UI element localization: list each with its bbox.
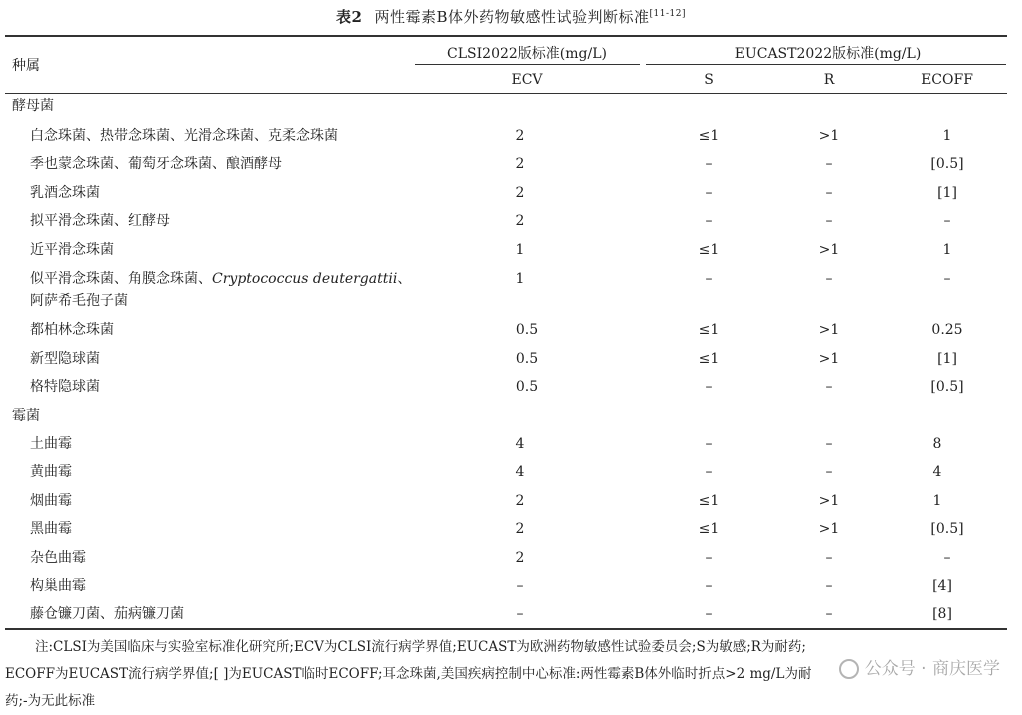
row-s: ≤1: [698, 128, 720, 144]
eucast-group-underline: [646, 64, 1006, 65]
row-r: –: [825, 606, 833, 622]
row-ecv: 2: [515, 213, 525, 229]
row-name: 新型隐球菌: [30, 351, 100, 367]
row-r: –: [825, 578, 833, 594]
row-name: 白念珠菌、热带念珠菌、光滑念珠菌、克柔念珠菌: [30, 128, 338, 144]
row-ecoff: –: [943, 213, 951, 229]
row-s: ≤1: [698, 322, 720, 338]
row-r: –: [825, 379, 833, 395]
header-s: S: [704, 72, 714, 88]
title-reference: [11-12]: [649, 9, 686, 19]
row-name: 季也蒙念珠菌、葡萄牙念珠菌、酿酒酵母: [30, 156, 282, 172]
row-ecv: –: [516, 578, 524, 594]
row-name: 近平滑念珠菌: [30, 242, 114, 258]
row-ecv: 4: [515, 436, 525, 452]
row-ecoff: [0.5]: [930, 521, 964, 537]
category-mold: 霉菌: [12, 408, 40, 424]
row-name: 拟平滑念珠菌、红酵母: [30, 213, 170, 229]
row-ecoff: 0.25: [931, 322, 963, 338]
row-name-italic: Cryptococcus deutergattii: [212, 271, 398, 287]
row-ecoff: –: [943, 271, 951, 287]
row-name: 格特隐球菌: [30, 379, 100, 395]
row-name-part: 、: [397, 271, 412, 287]
row-ecv: 2: [515, 185, 525, 201]
row-ecoff: –: [943, 550, 951, 566]
row-r: –: [825, 436, 833, 452]
row-name: 构巢曲霉: [30, 578, 86, 594]
row-ecoff: [0.5]: [930, 156, 964, 172]
row-ecv: –: [516, 606, 524, 622]
header-bottom-rule: [5, 93, 1007, 94]
row-r: –: [825, 185, 833, 201]
row-ecoff: [8]: [932, 606, 952, 622]
table-note-line2: ECOFF为EUCAST流行病学界值;[ ]为EUCAST临时ECOFF;耳念珠菌,美国疾病控制中心标准:两性霉素B体外临时折点>2 mg/L为耐: [5, 666, 812, 682]
row-ecv: 4: [515, 464, 525, 480]
row-r: >1: [818, 521, 840, 537]
row-ecoff: 8: [932, 436, 942, 452]
row-name: 杂色曲霉: [30, 550, 86, 566]
row-s: –: [705, 578, 713, 594]
row-ecv: 2: [515, 493, 525, 509]
row-name: 乳酒念珠菌: [30, 185, 100, 201]
row-r: –: [825, 156, 833, 172]
row-name-part: 似平滑念珠菌、角膜念珠菌、: [30, 271, 212, 287]
row-r: >1: [818, 493, 840, 509]
row-ecv: 2: [515, 156, 525, 172]
row-ecv: 1: [515, 242, 525, 258]
table-title: [0, 6, 1022, 27]
row-name: [30, 270, 411, 288]
watermark-text: 公众号 · 商庆医学: [864, 659, 1000, 679]
row-s: ≤1: [698, 351, 720, 367]
row-ecoff: [1]: [937, 351, 957, 367]
row-s: –: [705, 271, 713, 287]
row-ecoff: 1: [942, 128, 952, 144]
table-note-line1: 注:CLSI为美国临床与实验室标准化研究所;ECV为CLSI流行病学界值;EUCAST为欧洲药物敏感性试验委员会;S为敏感;R为耐药;: [35, 639, 806, 655]
row-ecv: 0.5: [515, 351, 539, 367]
row-name: 都柏林念珠菌: [30, 322, 114, 338]
row-ecv: 0.5: [515, 322, 539, 338]
table-number: 表2: [336, 8, 363, 26]
bottom-rule: [5, 628, 1007, 630]
row-s: –: [705, 379, 713, 395]
row-name: 藤仓镰刀菌、茄病镰刀菌: [30, 606, 184, 622]
row-name: 烟曲霉: [30, 493, 72, 509]
header-ecoff: ECOFF: [921, 72, 973, 88]
header-clsi-group: CLSI2022版标准(mg/L): [447, 46, 607, 62]
row-ecv: 1: [515, 271, 525, 287]
row-r: –: [825, 213, 833, 229]
row-r: –: [825, 550, 833, 566]
row-ecoff: 1: [942, 242, 952, 258]
row-name-line2: 阿萨希毛孢子菌: [30, 293, 128, 309]
top-rule: [5, 35, 1007, 37]
wechat-icon: [839, 659, 859, 679]
row-s: –: [705, 550, 713, 566]
row-s: ≤1: [698, 242, 720, 258]
header-ecv: ECV: [511, 72, 543, 88]
row-r: >1: [818, 322, 840, 338]
row-ecoff: 1: [932, 493, 942, 509]
row-name: 黑曲霉: [30, 521, 72, 537]
row-s: ≤1: [698, 493, 720, 509]
row-ecv: 2: [515, 521, 525, 537]
row-ecoff: [1]: [937, 185, 957, 201]
row-name: 黄曲霉: [30, 464, 72, 480]
row-s: –: [705, 606, 713, 622]
row-ecv: 0.5: [515, 379, 539, 395]
row-s: ≤1: [698, 521, 720, 537]
row-r: –: [825, 271, 833, 287]
header-r: R: [823, 72, 835, 88]
row-r: >1: [818, 351, 840, 367]
row-ecv: 2: [515, 128, 525, 144]
watermark: [839, 654, 1000, 679]
table-title-text: 两性霉素B体外药物敏感性试验判断标准: [374, 8, 650, 26]
row-s: –: [705, 213, 713, 229]
row-s: –: [705, 185, 713, 201]
row-name: 土曲霉: [30, 436, 72, 452]
row-ecoff: [0.5]: [930, 379, 964, 395]
row-s: –: [705, 464, 713, 480]
row-r: >1: [818, 242, 840, 258]
row-ecoff: 4: [932, 464, 942, 480]
header-genus: 种属: [12, 58, 40, 74]
clsi-group-underline: [415, 64, 640, 65]
row-ecoff: [4]: [932, 578, 952, 594]
category-yeast: 酵母菌: [12, 98, 54, 114]
row-ecv: 2: [515, 550, 525, 566]
row-r: >1: [818, 128, 840, 144]
header-eucast-group: EUCAST2022版标准(mg/L): [734, 46, 922, 62]
row-s: –: [705, 156, 713, 172]
row-s: –: [705, 436, 713, 452]
row-r: –: [825, 464, 833, 480]
table-note-line3: 药;-为无此标准: [5, 693, 96, 709]
